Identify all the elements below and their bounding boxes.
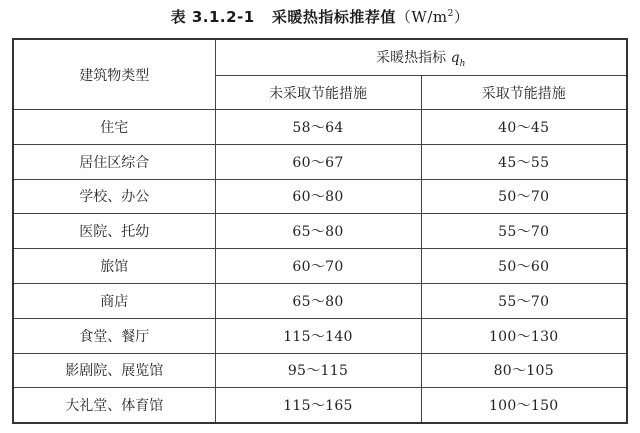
header-saving: 采取节能措施 — [421, 76, 627, 110]
no-saving-cell: 65～80 — [215, 214, 421, 249]
building-type-cell: 大礼堂、体育馆 — [13, 388, 215, 423]
header-no-saving: 未采取节能措施 — [215, 76, 421, 110]
header-building-type: 建筑物类型 — [13, 39, 215, 110]
no-saving-cell: 58～64 — [215, 110, 421, 145]
table-title — [0, 6, 640, 27]
table-title-text: 采暖热指标推荐值 — [271, 8, 396, 26]
saving-cell: 50～70 — [421, 179, 627, 214]
saving-cell: 55～70 — [421, 214, 627, 249]
table-row — [13, 144, 627, 179]
table-row — [13, 110, 627, 145]
table-row — [13, 249, 627, 284]
no-saving-cell: 60～70 — [215, 249, 421, 284]
building-type-cell: 食堂、餐厅 — [13, 318, 215, 353]
building-type-cell: 住宅 — [13, 110, 215, 145]
table-row — [13, 179, 627, 214]
table-row — [13, 388, 627, 423]
saving-cell: 100～150 — [421, 388, 627, 423]
symbol-qh: $q_h$ — [450, 49, 466, 69]
saving-cell: 45～55 — [421, 144, 627, 179]
table-row — [13, 214, 627, 249]
table-number: 表 3.1.2-1 — [170, 8, 255, 26]
no-saving-cell: 60～80 — [215, 179, 421, 214]
building-type-cell: 影剧院、展览馆 — [13, 353, 215, 388]
saving-cell: 80～105 — [421, 353, 627, 388]
table-row — [13, 318, 627, 353]
table-unit: $(W/m^2)$ — [395, 8, 470, 26]
no-saving-cell: 95～115 — [215, 353, 421, 388]
building-type-cell: 学校、办公 — [13, 179, 215, 214]
no-saving-cell: 115～140 — [215, 318, 421, 353]
saving-cell: 40～45 — [421, 110, 627, 145]
saving-cell: 50～60 — [421, 249, 627, 284]
table-row — [13, 353, 627, 388]
no-saving-cell: 65～80 — [215, 283, 421, 318]
header-heating-index: 采暖热指标 $q_h$ — [215, 39, 627, 76]
saving-cell: 55～70 — [421, 283, 627, 318]
no-saving-cell: 115～165 — [215, 388, 421, 423]
table-row — [13, 283, 627, 318]
building-type-cell: 旅馆 — [13, 249, 215, 284]
saving-cell: 100～130 — [421, 318, 627, 353]
no-saving-cell: 60～67 — [215, 144, 421, 179]
building-type-cell: 医院、托幼 — [13, 214, 215, 249]
building-type-cell: 居住区综合 — [13, 144, 215, 179]
building-type-cell: 商店 — [13, 283, 215, 318]
heating-index-table — [12, 38, 628, 424]
